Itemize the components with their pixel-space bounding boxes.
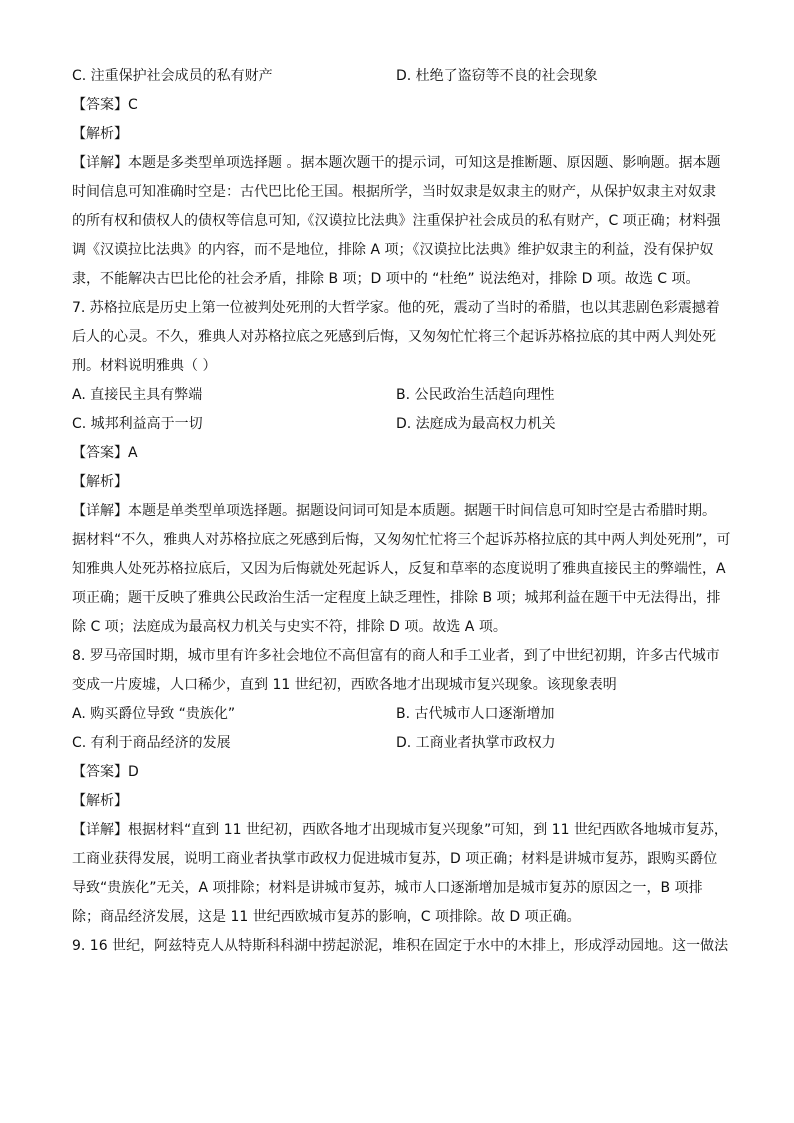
- q7-detail-line: 项正确；题干反映了雅典公民政治生活一定程度上缺乏理性，排除 B 项；城邦利益在题干中无法得出，排: [72, 590, 721, 606]
- q7-detail-line: 知雅典人处死苏格拉底后，又因为后悔就处死起诉人，反复和草率的态度说明了雅典直接民主的弊端性，A: [72, 561, 726, 577]
- q7-detail-line: 除 C 项；法庭成为最高权力机关与史实不符，排除 D 项。故选 A 项。: [72, 619, 507, 635]
- q8-option-c: C. 有利于商品经济的发展: [72, 735, 231, 751]
- q7-analysis-tag: 【解析】: [72, 474, 128, 490]
- q7-detail-line: 【详解】本题是单类型单项选择题。据题设问词可知是本质题。据题干时间信息可知时空是古希腊时期。: [72, 503, 716, 519]
- q8-options-ab: [72, 700, 722, 729]
- q6-option-d: D. 杜绝了盗窃等不良的社会现象: [396, 68, 598, 84]
- answer-tag: 【答案】: [72, 764, 128, 780]
- q7-stem-line: 后人的心灵。不久，雅典人对苏格拉底之死感到后悔，又匆匆忙忙将三个起诉苏格拉底的其中两人判处死: [72, 329, 716, 345]
- q8-detail-line: 【详解】根据材料“直到 11 世纪初，西欧各地才出现城市复兴现象”可知，到 11 世纪西欧各地城市复苏，: [72, 822, 728, 838]
- q7-option-a: A. 直接民主具有弊端: [72, 387, 203, 403]
- q6-detail-line: 隶，不能解决古巴比伦的社会矛盾，排除 B 项；D 项中的 “杜绝” 说法绝对，排除 D 项。故选 C 项。: [72, 271, 700, 287]
- answer-value: A: [128, 445, 138, 461]
- q8-option-b: B. 古代城市人口逐渐增加: [396, 706, 555, 722]
- q6-detail-line: 的所有权和债权人的债权等信息可知,《汉谟拉比法典》注重保护社会成员的私有财产，C 项正确；材料强: [72, 213, 721, 229]
- q7-options-ab: [72, 381, 722, 410]
- answer-value: D: [128, 764, 139, 780]
- q8-detail-line: 除；商品经济发展，这是 11 世纪西欧城市复苏的影响，C 项排除。故 D 项正确。: [72, 909, 581, 925]
- q6-options-cd: [72, 62, 722, 91]
- q8-options-cd: [72, 729, 722, 758]
- q7-option-b: B. 公民政治生活趋向理性: [396, 387, 555, 403]
- q9-stem-line: 9. 16 世纪，阿兹特克人从特斯科科湖中捞起淤泥，堆积在固定于水中的木排上，形成浮动园地。这一做法: [72, 938, 729, 954]
- q7-stem-line: 刑。材料说明雅典（ ）: [72, 358, 217, 374]
- q7-answer: [72, 439, 722, 468]
- answer-value: C: [128, 97, 138, 113]
- q8-answer: [72, 758, 722, 787]
- q8-analysis-tag: 【解析】: [72, 793, 128, 809]
- q6-answer: [72, 91, 722, 120]
- q7-detail-line: 据材料“不久，雅典人对苏格拉底之死感到后悔，又匆匆忙忙将三个起诉苏格拉底的其中两人判处死刑”，可: [72, 532, 731, 548]
- answer-tag: 【答案】: [72, 445, 128, 461]
- q6-detail-line: 时间信息可知准确时空是：古代巴比伦王国。根据所学，当时奴隶是奴隶主的财产，从保护奴隶主对奴隶: [72, 184, 716, 200]
- answer-tag: 【答案】: [72, 97, 128, 113]
- q8-detail-line: 导致“贵族化”无关，A 项排除；材料是讲城市复苏，城市人口逐渐增加是城市复苏的原因之一，B 项排: [72, 880, 703, 896]
- q7-option-d: D. 法庭成为最高权力机关: [396, 416, 556, 432]
- q7-stem-line: 7. 苏格拉底是历史上第一位被判处死刑的大哲学家。他的死，震动了当时的希腊，也以其悲剧色彩震撼着: [72, 300, 720, 316]
- q7-option-c: C. 城邦利益高于一切: [72, 416, 203, 432]
- q8-detail-line: 工商业获得发展，说明工商业者执掌市政权力促进城市复苏，D 项正确；材料是讲城市复苏，跟购买爵位: [72, 851, 718, 867]
- q6-option-c: C. 注重保护社会成员的私有财产: [72, 68, 273, 84]
- q8-stem-line: 变成一片废墟，人口稀少，直到 11 世纪初，西欧各地才出现城市复兴现象。该现象表明: [72, 677, 617, 693]
- q6-detail-line: 调《汉谟拉比法典》的内容，而不是地位，排除 A 项；《汉谟拉比法典》维护奴隶主的利益，没有保护奴: [72, 242, 714, 258]
- exam-page: [72, 62, 731, 961]
- q7-options-cd: [72, 410, 722, 439]
- q6-analysis-tag: 【解析】: [72, 126, 128, 142]
- q8-option-d: D. 工商业者执掌市政权力: [396, 735, 556, 751]
- q8-option-a: A. 购买爵位导致 “贵族化”: [72, 706, 236, 722]
- q8-stem-line: 8. 罗马帝国时期，城市里有许多社会地位不高但富有的商人和手工业者，到了中世纪初期，许多古代城市: [72, 648, 720, 664]
- q6-detail-line: 【详解】本题是多类型单项选择题 。据本题次题干的提示词，可知这是推断题、原因题、影响题。据本题: [72, 155, 721, 171]
